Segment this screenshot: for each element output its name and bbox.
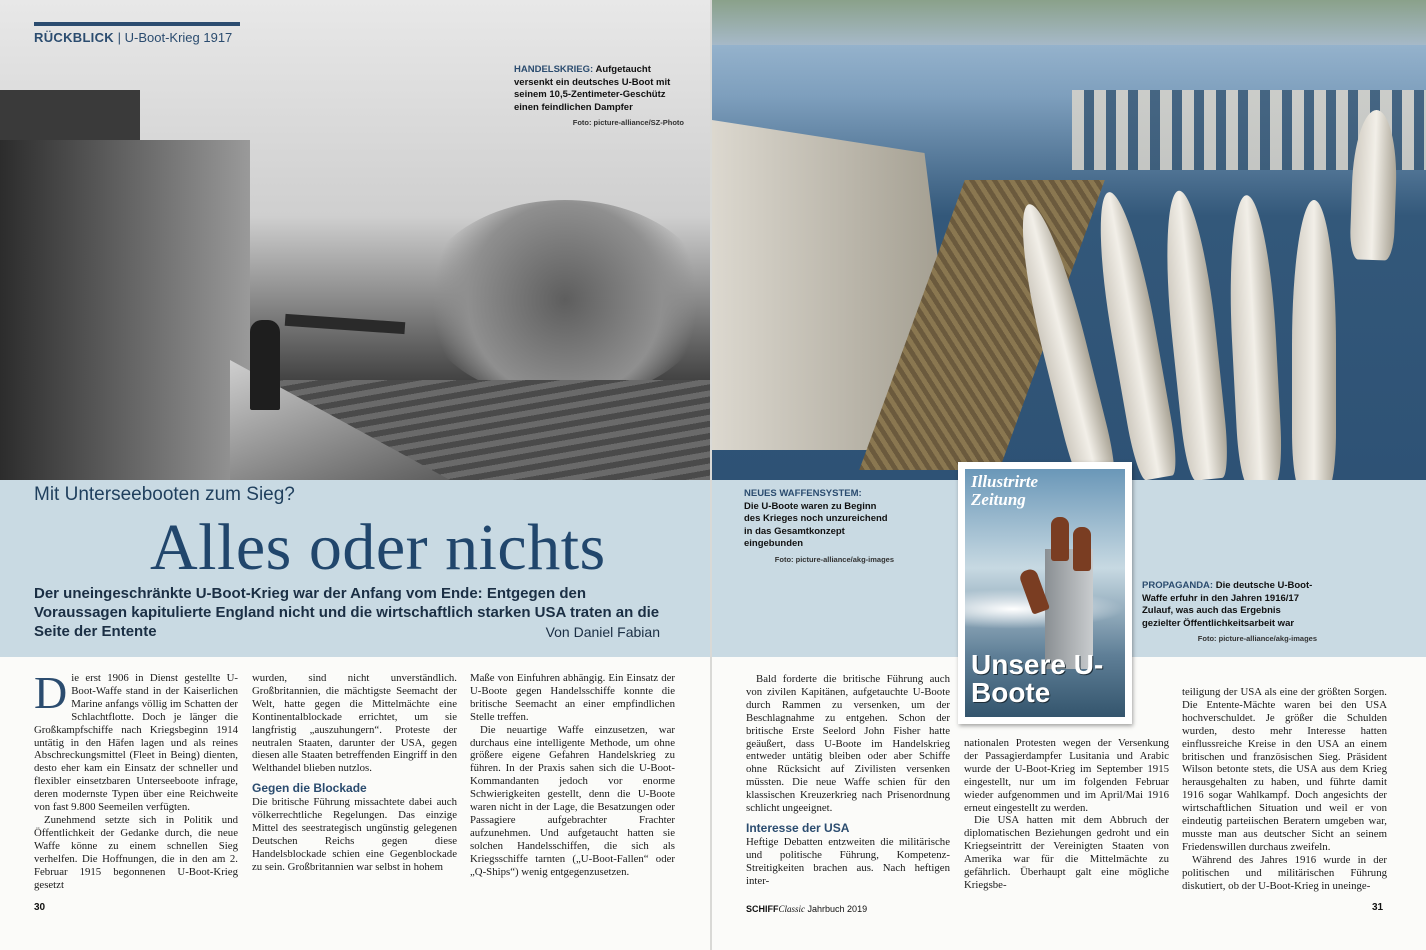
poster-title: Illustrirte Zeitung — [971, 472, 1039, 509]
headline: Alles oder nichts — [150, 511, 606, 584]
caption-label: NEUES WAFFENSYSTEM: — [744, 488, 862, 499]
poster-subtitle: Unsere U-Boote — [971, 649, 1104, 708]
right-page — [712, 0, 1426, 950]
caption-text: Die deutsche U-Boot-Waffe erfuhr in den Jahren 1916/17 Zulauf, was auch das Ergebnis gezielter Öffentlichkeitsarbeit war — [1142, 580, 1313, 629]
paragraph: Die neuartige Waffe einzusetzen, war durchaus eine intelligente Methode, um ohne größere eigene Gefahren Handelskrieg zu führen. In der Praxis sahen sich die U-Boot-Kommandanten jedoch vor enorme Schwierigkeiten gestellt, denn die U-Boote waren nicht in der Lage, die Besatzungen oder Passagiere aufgebrachter Frachter aufzunehmen. Und aufgetaucht hatten sie solchen Handelsschiffen, die sich als Kriegsschiffe tarnten („U-Boot-Fallen“ oder „Q-Ships“) wenig entgegenzusetzen. — [470, 723, 675, 878]
section-label: RÜCKBLICK — [34, 30, 114, 45]
text-column-2 — [252, 672, 457, 874]
topic-label: U-Boot-Krieg 1917 — [124, 30, 233, 45]
propaganda-poster — [958, 462, 1132, 724]
page-number: 31 — [1372, 902, 1384, 913]
running-head: RÜCKBLICK | U-Boot-Krieg 1917 — [34, 22, 240, 45]
text-column-4 — [746, 673, 950, 888]
left-page — [0, 0, 710, 950]
caption-label: HANDELSKRIEG: — [514, 64, 594, 75]
caption-text: Die U-Boote waren zu Beginn des Krieges noch unzureichend in das Gesamtkonzept eingebunden — [744, 500, 888, 549]
paragraph: Die USA hatten mit dem Abbruch der diplomatischen Beziehungen gedroht und ein Kriegseintritt der Vereinigten Staaten von Amerika war für die Mittelmächte zu gefährlich. Überhaupt galt eine mögliche Kriegsbe- — [964, 814, 1169, 891]
deck-text: Der uneingeschränkte U-Boot-Krieg war der Anfang vom Ende: Entgegen den Voraussagen kapitulierte England nicht und die wirtschaftlich starken USA traten an die Seite der Entente — [34, 585, 660, 640]
byline: Von Daniel Fabian — [545, 624, 660, 640]
photo-caption-waffensystem — [744, 488, 894, 566]
paragraph: ie erst 1906 in Dienst gestellte U-Boot-Waffe stand in der Kaiserlichen Marine anfangs völlig im Schatten der Schlachtflotte. Doch je länger die Großkampfschiffe nach Kriegsbeginn 1914 untätig in den Häfen lagen und als reines Abschreckungsmittel (Fleet in Being) dienten, desto eher kam ein Einsatz der schneller und flexibler einsetzbaren Unterseeboote infrage, deren modernste Typen über eine Reichweite von fast 9.800 Seemeilen verfügten. — [34, 672, 238, 814]
paragraph: Die britische Führung missachtete dabei auch völkerrechtliche Regelungen. Das einzige Mittel des seestrategisch ungünstig gelegenen Deutschen Reichs gegen diese Handelsblockade schien eine Gegenblockade zu sein. Großbritannien war selbst in hohem — [252, 796, 457, 873]
paragraph: teiligung der USA als eine der größten Sorgen. Die Entente-Mächte waren bei den USA hochverschuldet. Je größer die Schulden wurden, desto mehr Interesse hatten einflussreiche Kreise in den USA an einem britischen und französischen Sieg. Präsident Wilson betonte stets, die USA aus dem Krieg herausgehalten zu haben, und führte damit 1916 sogar Wahlkampf. Doch angesichts der wirtschaftlichen Situation und weil er von eindeutig parteiischen Beratern umgeben war, musste man aus deutscher Sicht an seinem Friedenswillen durchaus zweifeln. — [1182, 686, 1387, 853]
subheading: Interesse der USA — [746, 820, 850, 835]
photo-caption-propaganda — [1142, 580, 1317, 646]
footer-issue: Jahrbuch 2019 — [807, 904, 868, 914]
footer-brand: SCHIFF — [746, 904, 779, 914]
subheading: Gegen die Blockade — [252, 781, 367, 796]
text-column-1 — [34, 667, 238, 891]
page-number: 30 — [34, 902, 46, 913]
caption-text: Aufgetaucht versenkt ein deutsches U-Boot mit seinem 10,5-Zentimeter-Geschütz einen feindlichen Dampfer — [514, 64, 671, 113]
magazine-footer — [746, 904, 867, 914]
paragraph: Heftige Debatten entzweiten die militärische und politische Führung, Kompetenz-Streitigkeiten brachen aus. Nach heftigen inter- — [746, 835, 950, 887]
text-column-3 — [470, 672, 675, 879]
text-column-6 — [1182, 686, 1387, 893]
caption-label: PROPAGANDA: — [1142, 580, 1214, 591]
paragraph: nationalen Protesten wegen der Versenkung der Passagierdampfer Lusitania und Arabic wurde der U-Boot-Krieg im September 1915 eingestellt, nur um im folgenden Februar wieder aufgenommen und im April/Mai 1916 erneut eingestellt zu werden. — [964, 737, 1169, 814]
footer-brand-italic: Classic — [778, 904, 806, 914]
paragraph: Zunehmend setzte sich in Politik und Öffentlichkeit der Gedanke durch, die neue Waffe könne zu einem schnellen Sieg verhelfen. Die Hoffnungen, die in den am 2. Februar 1915 begonnenen U-Boot-Krieg gesetzt — [34, 813, 238, 891]
paragraph: Bald forderte die britische Führung auch von zivilen Kapitänen, aufgetauchte U-Boote durch Rammen zu versenken, um der Beschlagnahme zu entgehen. Schon der britische Erste Seelord John Fisher hatte geäußert, dass U-Boote im Handelskrieg entweder untätig bleiben oder aber Schiffe ohne Rücksicht auf Zivilisten versenken müssten. Die neue Waffe schien für den klassischen Kreuzerkrieg nach Prisenordnung schlicht ungeeignet. — [746, 673, 950, 815]
uboat-fleet-photo — [712, 0, 1426, 480]
text-column-5 — [964, 737, 1169, 892]
photo-credit: Foto: picture-alliance/akg-images — [774, 554, 894, 564]
dropcap: D — [34, 667, 68, 718]
paragraph: Während des Jahres 1916 wurde in der politischen und militärischen Führung diskutiert, ob der U-Boot-Krieg in uneinge- — [1182, 853, 1387, 892]
photo-credit: Foto: picture-alliance/SZ-Photo — [572, 118, 684, 127]
paragraph: Maße von Einfuhren abhängig. Ein Einsatz der U-Boote gegen Handelsschiffe konnte die britische Seemacht an einer empfindlichen Stelle treffen. — [470, 672, 675, 723]
paragraph: wurden, sind nicht unverständlich. Großbritannien, die mächtigste Seemacht der Welt, hatte gegen die Mittelmächte eine Kontinentalblockade errichtet, um sie langfristig „auszuhungern“. Proteste der neutralen Staaten, darunter der USA, gegen diesen alle Staaten betreffenden Eingriff in den Welthandel blieben nutzlos. — [252, 672, 457, 775]
photo-caption-handelskrieg — [514, 64, 684, 130]
kicker: Mit Unterseebooten zum Sieg? — [34, 484, 295, 505]
photo-credit: Foto: picture-alliance/akg-images — [1197, 634, 1317, 643]
